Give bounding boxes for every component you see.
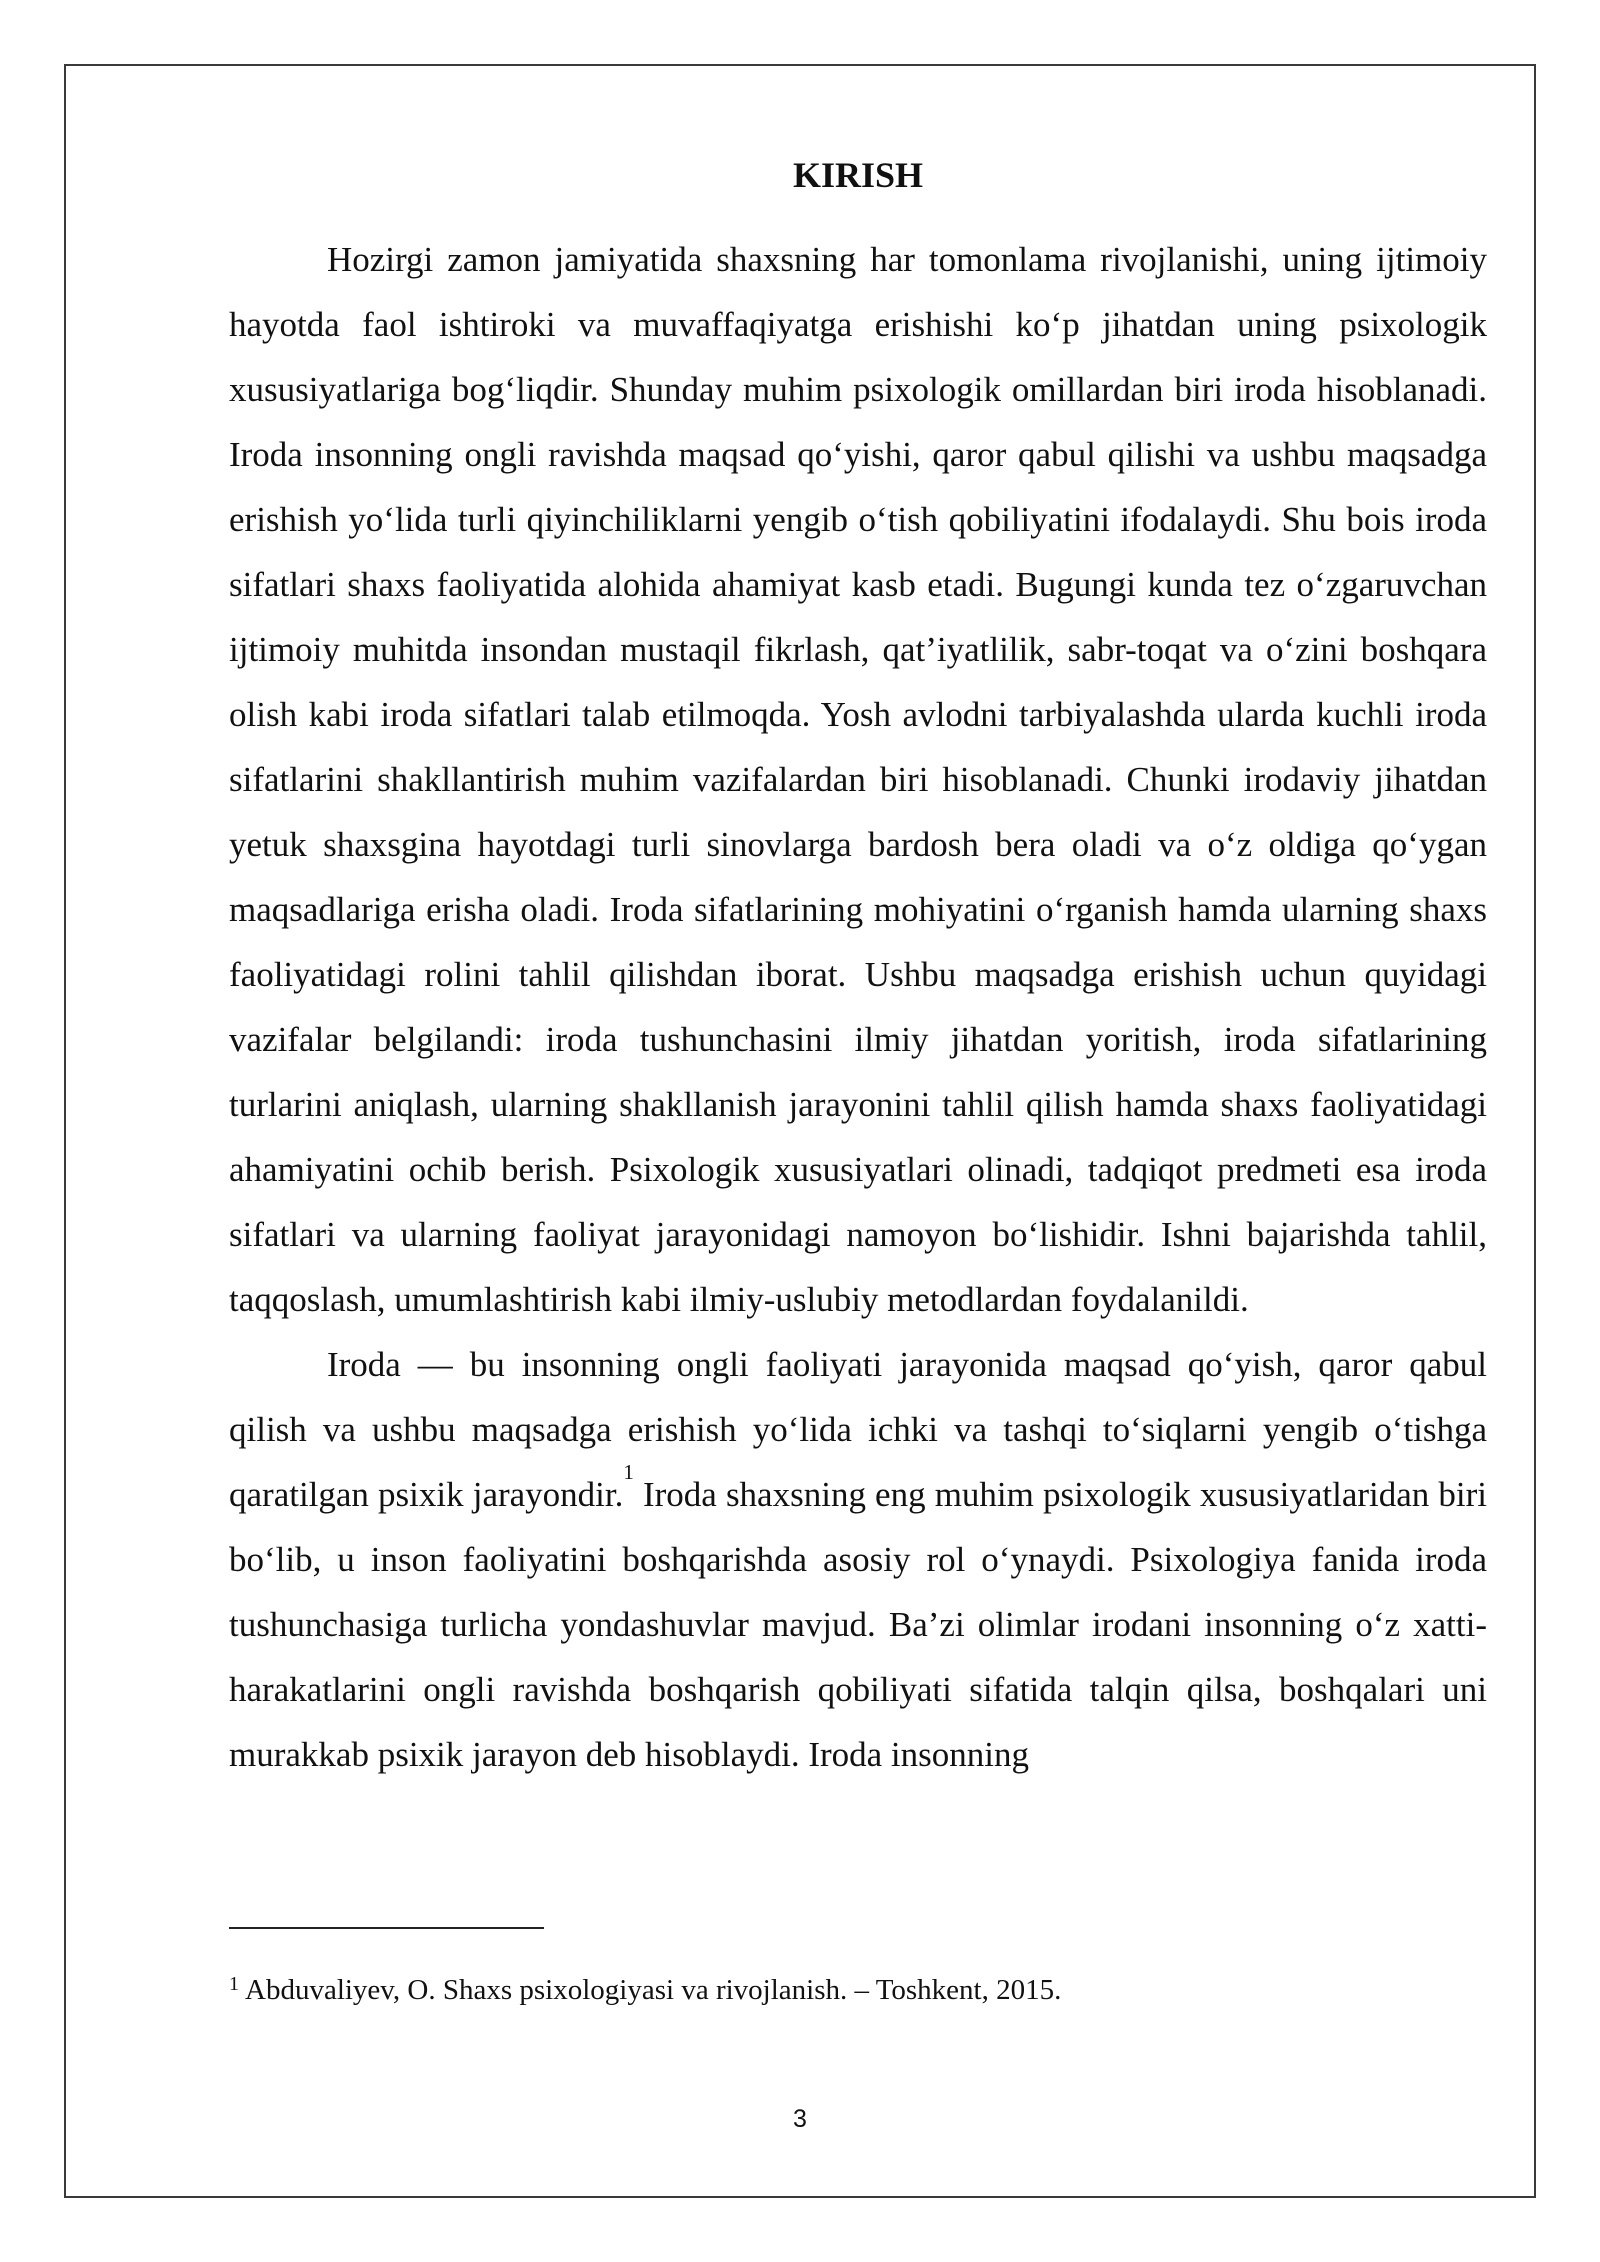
footnote-reference[interactable]: 1 xyxy=(623,1460,634,1485)
page-number: 3 xyxy=(793,2105,807,2133)
body-text xyxy=(229,227,1487,1787)
section-title: KIRISH xyxy=(792,155,924,195)
footnote-text: Abduvaliyev, O. Shaxs psixologiyasi va rivojlanish. – Toshkent, 2015. xyxy=(245,1974,1062,2006)
paragraph-introduction: Hozirgi zamon jamiyatida shaxsning har tomonlama rivojlanishi, uning ijtimoiy hayotda faol ishtiroki va muvaffaqiyatga erishishi ko‘p jihatdan uning psixologik xususiyatlariga bog‘liqdir. Shunday muhim psixologik omillardan biri iroda hisoblanadi. Iroda insonning ongli ravishda maqsad qo‘yishi, qaror qabul qilishi va ushbu maqsadga erishish yo‘lida turli qiyinchiliklarni yengib o‘tish qobiliyatini ifodalaydi. Shu bois iroda sifatlari shaxs faoliyatida alohida ahamiyat kasb etadi. Bugungi kunda tez o‘zgaruvchan ijtimoiy muhitda insondan mustaqil fikrlash, qat’iyatlilik, sabr-toqat va o‘zini boshqara olish kabi iroda sifatlari talab etilmoqda. Yosh avlodni tarbiyalashda ularda kuchli iroda sifatlarini shakllantirish muhim vazifalardan biri hisoblanadi. Chunki irodaviy jihatdan yetuk shaxsgina hayotdagi turli sinovlarga bardosh bera oladi va o‘z oldiga qo‘ygan maqsadlariga erisha oladi. Iroda sifatlarining mohiyatini o‘rganish hamda ularning shaxs faoliyatidagi rolini tahlil qilishdan iborat. Ushbu maqsadga erishish uchun quyidagi vazifalar belgilandi: iroda tushunchasini ilmiy jihatdan yoritish, iroda sifatlarining turlarini aniqlash, ularning shakllanish jarayonini tahlil qilish hamda shaxs faoliyatidagi ahamiyatini ochib berish. Psixologik xususiyatlari olinadi, tadqiqot predmeti esa iroda sifatlari va ularning faoliyat jarayonidagi namoyon bo‘lishidir. Ishni bajarishda tahlil, taqqoslash, umumlashtirish kabi ilmiy-uslubiy metodlardan foydalanildi. xyxy=(229,240,1487,1319)
footnote xyxy=(229,1970,1487,2013)
paragraph-iroda-definition xyxy=(229,1332,1487,1787)
footnote-number: 1 xyxy=(229,1973,239,1995)
paragraph-text-after-ref: Iroda shaxsning eng muhim psixologik xususiyatlaridan biri bo‘lib, u inson faoliyatini boshqarishda asosiy rol o‘ynaydi. Psixologiya fanida iroda tushunchasiga turlicha yondashuvlar mavjud. Ba’zi olimlar irodani insonning o‘z xatti-harakatlarini ongli ravishda boshqarish qobiliyati sifatida talqin qilsa, boshqalari uni murakkab psixik jarayon deb hisoblaydi. Iroda insonning xyxy=(229,1475,1487,1774)
footnote-separator xyxy=(229,1927,544,1929)
paragraph-text-before-ref: Iroda — bu insonning ongli faoliyati jarayonida maqsad qo‘yish, qaror qabul qilish va ushbu maqsadga erishish yo‘lida ichki va tashqi to‘siqlarni yengib o‘tishga qaratilgan psixik jarayondir. xyxy=(229,1345,1487,1514)
